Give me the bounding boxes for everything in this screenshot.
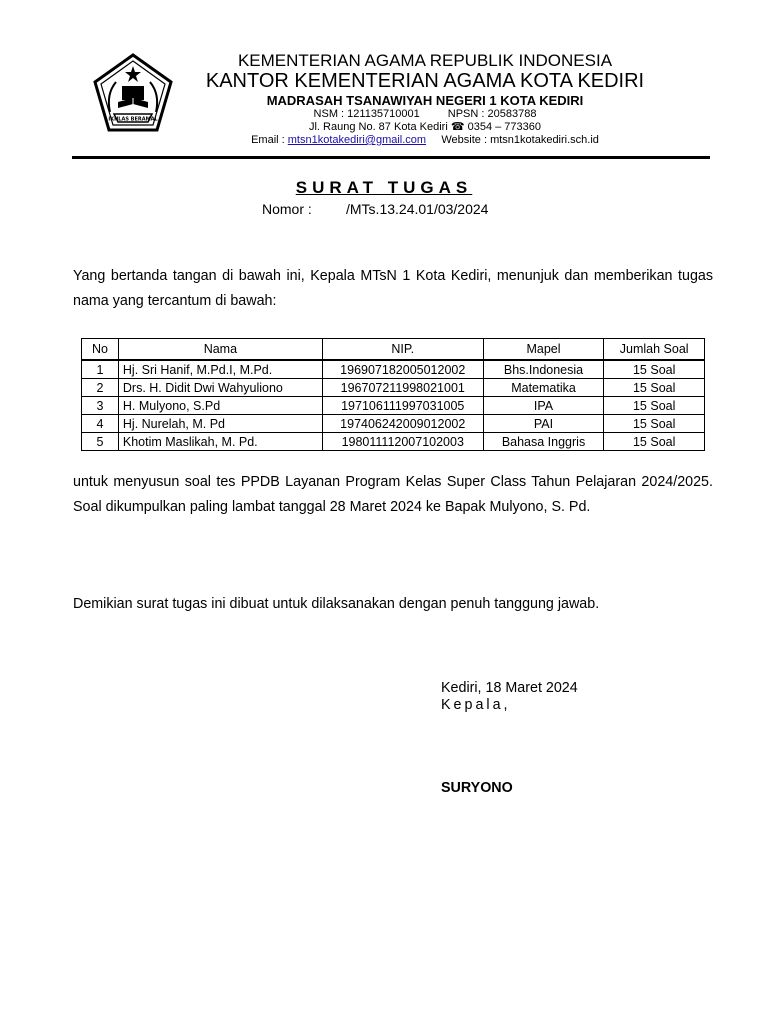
cell-jumlah-soal: 15 Soal (604, 379, 705, 397)
cell-jumlah-soal: 15 Soal (604, 360, 705, 379)
website: Website : mtsn1kotakediri.sch.id (441, 134, 599, 146)
cell-mapel: Matematika (483, 379, 604, 397)
signature-role: Kepala, (441, 697, 511, 713)
cell-mapel: PAI (483, 415, 604, 433)
cell-jumlah-soal: 15 Soal (604, 415, 705, 433)
cell-nip: 196707211998021001 (322, 379, 483, 397)
header-jumlah-soal: Jumlah Soal (604, 339, 705, 361)
header-no: No (82, 339, 119, 361)
table-row (82, 397, 705, 415)
ministry-emblem-icon (92, 52, 174, 134)
school-address: Jl. Raung No. 87 Kota Kediri ☎ 0354 – 773360 (308, 121, 542, 133)
cell-nip: 198011112007102003 (322, 433, 483, 451)
document-title: SURAT TUGAS (295, 178, 473, 197)
cell-nip: 197406242009012002 (322, 415, 483, 433)
table-row (82, 360, 705, 379)
cell-mapel: Bhs.Indonesia (483, 360, 604, 379)
contact-line (190, 134, 660, 147)
closing-paragraph: Demikian surat tugas ini dibuat untuk dilaksanakan dengan penuh tanggung jawab. (73, 596, 600, 612)
npsn: NPSN : 20583788 (447, 108, 537, 120)
task-paragraph: untuk menyusun soal tes PPDB Layanan Program Kelas Super Class Tahun Pelajaran 2024/2025. Soal dikumpulkan paling lambat tanggal 28 Maret 2024 ke Bapak Mulyono, S. Pd. (73, 474, 713, 515)
cell-jumlah-soal: 15 Soal (604, 433, 705, 451)
cell-nama: Khotim Maslikah, M. Pd. (118, 433, 322, 451)
email-link[interactable]: mtsn1kotakediri@gmail.com (287, 134, 427, 146)
letterhead-divider (72, 156, 710, 159)
letterhead (190, 52, 660, 147)
cell-nip: 197106111997031005 (322, 397, 483, 415)
signature-name: SURYONO (441, 780, 513, 796)
header-nip: NIP. (322, 339, 483, 361)
header-mapel: Mapel (483, 339, 604, 361)
cell-nama: H. Mulyono, S.Pd (118, 397, 322, 415)
school-name: MADRASAH TSANAWIYAH NEGERI 1 KOTA KEDIRI (266, 93, 584, 108)
ministry-name: KEMENTERIAN AGAMA REPUBLIK INDONESIA (237, 51, 613, 70)
school-ids (190, 108, 660, 121)
cell-no: 5 (82, 433, 119, 451)
table-row (82, 379, 705, 397)
cell-no: 2 (82, 379, 119, 397)
cell-mapel: Bahasa Inggris (483, 433, 604, 451)
assignment-table (81, 338, 705, 451)
cell-no: 4 (82, 415, 119, 433)
signature-place-date: Kediri, 18 Maret 2024 (441, 680, 578, 696)
email-label: Email : (251, 134, 288, 146)
number-label: Nomor : (262, 201, 312, 217)
svg-text:IKHLAS BERAMAL: IKHLAS BERAMAL (108, 116, 158, 123)
cell-nama: Hj. Nurelah, M. Pd (118, 415, 322, 433)
cell-mapel: IPA (483, 397, 604, 415)
cell-nip: 196907182005012002 (322, 360, 483, 379)
table-header-row (82, 339, 705, 361)
table-row (82, 415, 705, 433)
nsm: NSM : 121135710001 (313, 108, 420, 120)
office-name: KANTOR KEMENTERIAN AGAMA KOTA KEDIRI (205, 70, 645, 92)
cell-nama: Hj. Sri Hanif, M.Pd.I, M.Pd. (118, 360, 322, 379)
cell-jumlah-soal: 15 Soal (604, 397, 705, 415)
letter-number (262, 201, 488, 217)
cell-no: 3 (82, 397, 119, 415)
number-value: /MTs.13.24.01/03/2024 (346, 201, 489, 217)
table-row (82, 433, 705, 451)
header-nama: Nama (118, 339, 322, 361)
intro-paragraph: Yang bertanda tangan di bawah ini, Kepala MTsN 1 Kota Kediri, menunjuk dan memberikan tugas nama yang tercantum di bawah: (73, 268, 713, 309)
cell-no: 1 (82, 360, 119, 379)
cell-nama: Drs. H. Didit Dwi Wahyuliono (118, 379, 322, 397)
